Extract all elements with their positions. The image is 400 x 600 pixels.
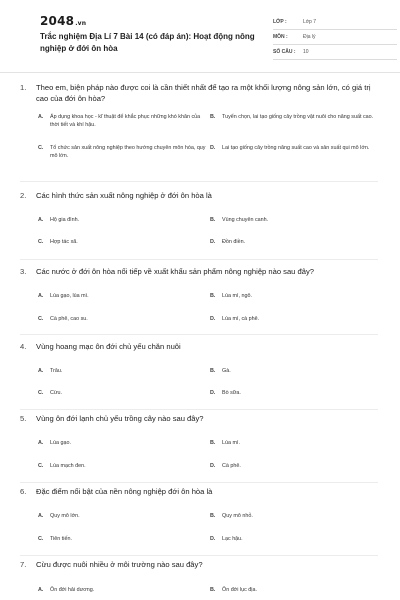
- question-1: [20, 82, 378, 182]
- meta-row-class: [273, 15, 397, 30]
- answer-option[interactable]: [38, 440, 210, 448]
- answer-letter: C.: [38, 390, 44, 396]
- answer-letter: C.: [38, 316, 44, 322]
- question-text: Đặc điểm nổi bật của nền nông nghiệp đới ôn hòa là: [36, 487, 213, 496]
- answer-letter: B.: [210, 368, 216, 374]
- answer-letter: D.: [210, 536, 216, 542]
- answer-option[interactable]: [210, 293, 376, 301]
- answer-text: Tuyển chọn, lai tạo giống cây trồng vật nuôi cho năng suất cao.: [222, 114, 374, 120]
- answer-text: Lúa gạo, lúa mì.: [50, 293, 89, 299]
- question-3: [20, 266, 378, 335]
- answer-letter: C.: [38, 145, 44, 151]
- answer-letter: A.: [38, 293, 44, 299]
- answer-letter: B.: [210, 293, 216, 299]
- answer-letter: B.: [210, 217, 216, 223]
- answer-letter: A.: [38, 440, 44, 446]
- page-title: Trắc nghiệm Địa Lí 7 Bài 14 (có đáp án): Hoạt động nông nghiệp ở đới ôn hòa: [40, 32, 255, 53]
- question-4: [20, 341, 378, 410]
- answer-text: Quy mô nhỏ.: [222, 513, 253, 519]
- question-2: [20, 190, 378, 260]
- answer-letter: C.: [38, 536, 44, 542]
- answer-option[interactable]: [38, 463, 210, 471]
- answer-text: Hộ gia đình.: [50, 217, 80, 223]
- answer-text: Lai tạo giống cây trồng năng suất cao và sản xuất qui mô lớn.: [222, 145, 370, 151]
- question-6: [20, 486, 378, 556]
- answer-letter: B.: [210, 114, 216, 120]
- answer-option[interactable]: [38, 368, 210, 376]
- answer-text: Hợp tác xã.: [50, 239, 78, 245]
- question-number: 6.: [20, 487, 27, 496]
- answer-option[interactable]: [210, 390, 376, 398]
- meta-row-subject: [273, 30, 397, 45]
- meta-value: Lớp 7: [303, 19, 317, 25]
- answer-text: Đồn điền.: [222, 239, 246, 245]
- question-text: Cừu được nuôi nhiều ở môi trường nào sau đây?: [36, 560, 203, 569]
- header-divider: [0, 72, 400, 73]
- answer-option[interactable]: [210, 145, 376, 153]
- meta-label: MÔN :: [273, 34, 288, 40]
- meta-value: 10: [303, 49, 309, 55]
- answer-letter: C.: [38, 239, 44, 245]
- meta-label: LỚP :: [273, 19, 287, 25]
- answer-text: Tổ chức sản xuất nông nghiệp theo hướng chuyên môn hóa, quy mô lớn.: [50, 145, 206, 159]
- meta-value: Địa lý: [303, 34, 316, 40]
- answer-option[interactable]: [210, 536, 376, 544]
- answer-option[interactable]: [38, 513, 210, 521]
- question-text: Các hình thức sản xuất nông nghiệp ở đới ôn hòa là: [36, 191, 212, 200]
- answer-text: Ôn đới hải dương.: [50, 587, 95, 593]
- answer-text: Lạc hậu.: [222, 536, 243, 542]
- answer-option[interactable]: [38, 316, 210, 324]
- answer-letter: C.: [38, 463, 44, 469]
- answer-option[interactable]: [38, 114, 210, 129]
- answer-text: Lúa gạo.: [50, 440, 71, 446]
- answer-letter: B.: [210, 440, 216, 446]
- answer-text: Lúa mì, ngô.: [222, 293, 252, 299]
- answer-option[interactable]: [38, 293, 210, 301]
- answer-option[interactable]: [210, 217, 376, 225]
- answer-option[interactable]: [210, 368, 376, 376]
- answer-text: Lúa mì.: [222, 440, 240, 446]
- question-number: 3.: [20, 267, 27, 276]
- answer-letter: A.: [38, 368, 44, 374]
- answer-option[interactable]: [38, 536, 210, 544]
- meta-row-count: [273, 45, 397, 60]
- answer-text: Bò sữa.: [222, 390, 241, 396]
- answer-option[interactable]: [210, 316, 376, 324]
- answer-text: Áp dụng khoa học - kĩ thuật để khắc phục những khó khăn của thời tiết và khí hậu.: [50, 114, 201, 128]
- question-number: 4.: [20, 342, 27, 351]
- question-5: [20, 413, 378, 483]
- answer-letter: A.: [38, 114, 44, 120]
- answer-option[interactable]: [210, 587, 376, 595]
- answer-letter: D.: [210, 390, 216, 396]
- answer-text: Quy mô lớn.: [50, 513, 80, 519]
- answer-letter: A.: [38, 587, 44, 593]
- answer-option[interactable]: [210, 463, 376, 471]
- answer-text: Cà phê, cao su.: [50, 316, 88, 322]
- answer-letter: D.: [210, 239, 216, 245]
- answer-option[interactable]: [210, 114, 376, 122]
- answer-option[interactable]: [38, 145, 210, 160]
- answer-text: Lúa mì, cà phê.: [222, 316, 260, 322]
- meta-label: SỐ CÂU :: [273, 49, 296, 55]
- answer-option[interactable]: [210, 513, 376, 521]
- answer-option[interactable]: [38, 217, 210, 225]
- question-text: Vùng hoang mạc ôn đới chủ yếu chăn nuôi: [36, 342, 181, 351]
- answer-text: Cà phê.: [222, 463, 241, 469]
- answer-letter: D.: [210, 316, 216, 322]
- answer-letter: D.: [210, 145, 216, 151]
- answer-option[interactable]: [38, 587, 210, 595]
- answer-text: Trâu.: [50, 368, 63, 374]
- answer-option[interactable]: [210, 239, 376, 247]
- question-number: 1.: [20, 83, 27, 92]
- answer-text: Tiên tiến.: [50, 536, 72, 542]
- answer-text: Lúa mạch đen.: [50, 463, 86, 469]
- answer-letter: B.: [210, 513, 216, 519]
- answer-text: Vùng chuyên canh.: [222, 217, 269, 223]
- answer-option[interactable]: [38, 390, 210, 398]
- site-logo[interactable]: 2048.vn: [40, 14, 87, 28]
- answer-letter: D.: [210, 463, 216, 469]
- question-text: Các nước ở đới ôn hòa nổi tiếp về xuất khẩu sản phẩm nông nghiệp nào sau đây?: [36, 267, 314, 276]
- question-text: Theo em, biện pháp nào được coi là cần thiết nhất để tạo ra một khối lượng nông sản lớn, có giá trị cao của đới ôn hòa?: [36, 83, 371, 103]
- question-number: 2.: [20, 191, 27, 200]
- page-header: [20, 0, 376, 68]
- answer-option[interactable]: [38, 239, 210, 247]
- answer-text: Gà.: [222, 368, 231, 374]
- question-number: 7.: [20, 560, 27, 569]
- answer-letter: B.: [210, 587, 216, 593]
- answer-letter: A.: [38, 217, 44, 223]
- answer-letter: A.: [38, 513, 44, 519]
- question-7: [20, 559, 378, 599]
- question-number: 5.: [20, 414, 27, 423]
- meta-info: [273, 15, 397, 60]
- answer-option[interactable]: [210, 440, 376, 448]
- question-text: Vùng ôn đới lạnh chủ yếu trồng cây nào sau đây?: [36, 414, 204, 423]
- answer-text: Cừu.: [50, 390, 62, 396]
- answer-text: Ôn đới lục địa.: [222, 587, 257, 593]
